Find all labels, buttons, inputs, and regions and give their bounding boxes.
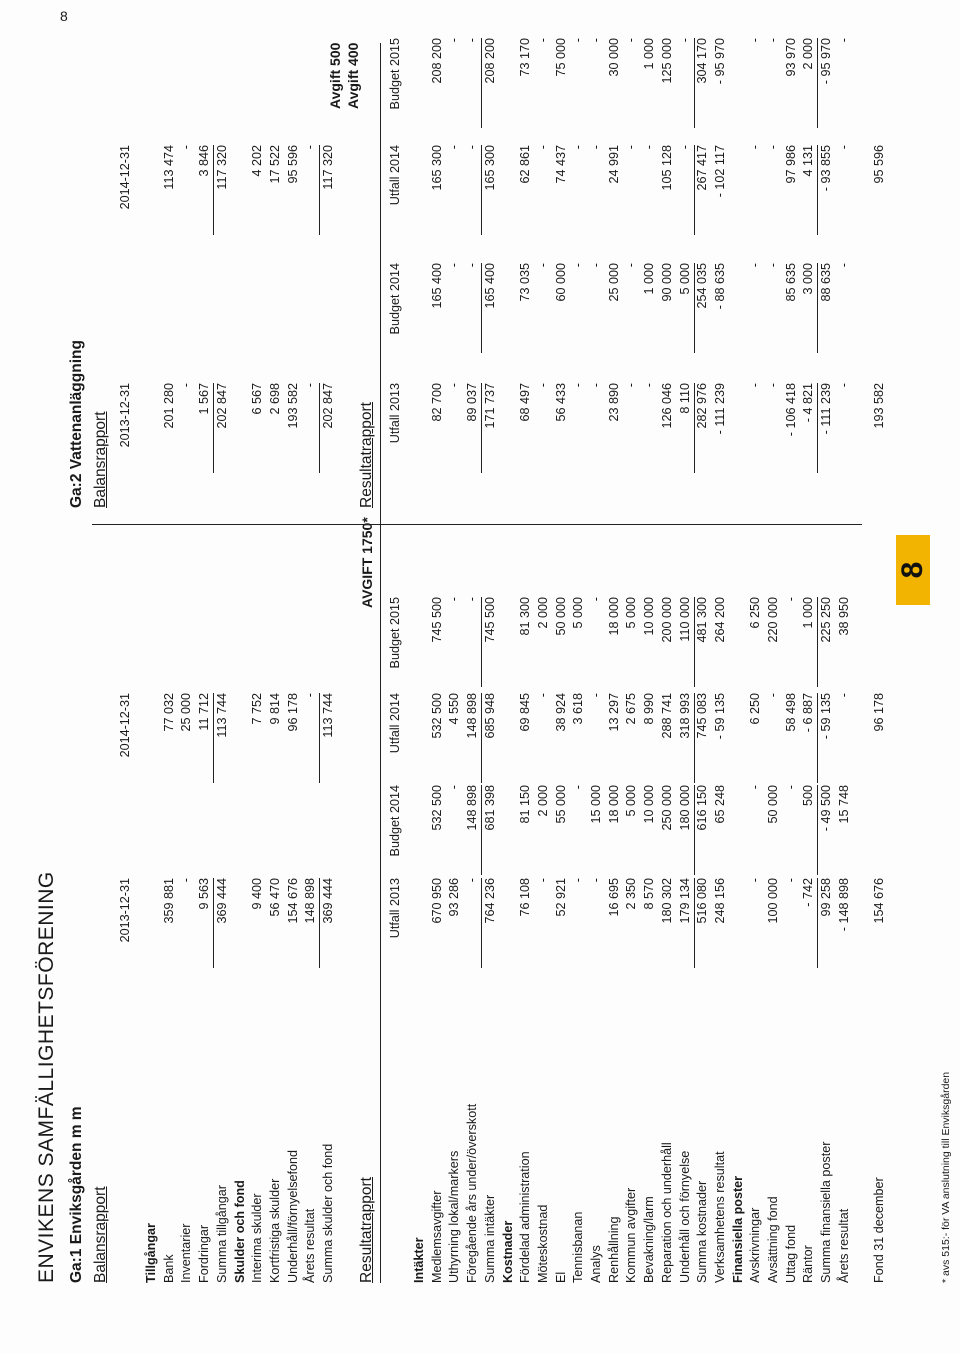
right-fee-a: Avgift 500	[327, 42, 343, 109]
table-cell: 180 302	[659, 878, 674, 924]
table-cell: 180 000	[676, 785, 695, 875]
table-cell: 18 000	[606, 785, 621, 824]
table-cell: -	[589, 693, 603, 698]
column-header: Budget 2015	[388, 38, 402, 110]
table-cell: -	[624, 145, 639, 150]
table-cell: -	[571, 785, 586, 790]
table-cell: 4 131	[799, 145, 818, 235]
table-cell: 179 134	[676, 878, 695, 968]
table-cell: -	[836, 693, 851, 698]
table-cell: 288 741	[659, 693, 674, 739]
column-header: Budget 2015	[388, 597, 402, 669]
row-label: Fordringar	[197, 1224, 212, 1283]
section-label: Tillgångar	[144, 1223, 158, 1283]
table-cell: 50 000	[553, 597, 568, 636]
table-cell: 481 300	[695, 597, 710, 643]
table-cell: -	[624, 383, 639, 388]
table-cell: -	[571, 38, 586, 43]
row-label: Bank	[161, 1254, 176, 1283]
table-cell: 2 000	[799, 38, 818, 128]
table-cell: 126 046	[659, 383, 674, 429]
table-cell: -	[447, 145, 462, 150]
table-cell: 8 570	[642, 878, 657, 910]
table-cell: 17 522	[267, 145, 282, 184]
row-label: Renhållning	[606, 1216, 621, 1283]
table-cell: 4 550	[447, 693, 462, 725]
table-cell: -	[179, 383, 194, 388]
table-cell: 74 437	[553, 145, 568, 184]
table-cell: 117 320	[214, 145, 229, 190]
table-cell: 15 000	[589, 785, 603, 824]
table-cell: 105 128	[659, 145, 674, 191]
right-result-heading: Resultatrapport	[358, 402, 375, 508]
table-cell: -	[447, 785, 462, 790]
table-cell: -	[447, 597, 462, 602]
table-cell: - 148 898	[836, 878, 851, 932]
table-cell: -	[766, 38, 780, 43]
right-balance-heading: Balansrapport	[92, 411, 109, 508]
table-cell: -	[571, 145, 586, 150]
table-cell: 62 861	[518, 145, 533, 184]
table-cell: - 4 821	[799, 383, 818, 473]
table-cell: 764 236	[482, 878, 497, 924]
table-cell: 58 498	[783, 693, 798, 732]
table-cell: -	[836, 38, 851, 43]
table-cell: -	[571, 878, 586, 883]
table-cell: 13 297	[606, 693, 621, 732]
table-cell: 250 000	[659, 785, 674, 831]
column-header: 2013-12-31	[118, 383, 132, 448]
table-cell: 267 417	[695, 145, 710, 191]
page-badge: 8	[896, 535, 930, 605]
table-cell: 516 080	[695, 878, 710, 924]
right-fee-b: Avgift 400	[345, 42, 361, 109]
table-cell: 23 890	[606, 383, 621, 422]
table-cell: 8 110	[676, 383, 695, 473]
page-number: 8	[60, 8, 68, 24]
table-cell: 2 000	[535, 597, 550, 629]
table-cell: -	[642, 383, 657, 388]
table-cell: -	[463, 38, 482, 128]
table-cell: 113 744	[321, 693, 335, 738]
table-cell: 1 000	[642, 38, 657, 70]
row-label: Avsättning fond	[766, 1196, 780, 1283]
left-result-heading: Resultatrapport	[358, 1177, 375, 1283]
row-label: Summa tillgångar	[214, 1185, 229, 1283]
table-cell: 220 000	[766, 597, 780, 643]
table-cell: -	[463, 145, 482, 235]
table-cell: - 95 970	[712, 38, 727, 85]
section-label: Intäkter	[412, 1237, 426, 1283]
table-cell: 56 470	[267, 878, 282, 917]
table-cell: - 93 855	[819, 145, 834, 192]
table-cell: -	[766, 145, 780, 150]
row-label: Reparation och underhåll	[659, 1142, 674, 1283]
table-cell: -	[447, 263, 462, 268]
table-cell: 81 300	[518, 597, 533, 636]
column-header: Utfall 2014	[388, 145, 402, 206]
table-cell: -	[624, 263, 639, 268]
table-cell: 165 400	[429, 263, 444, 309]
table-cell: -	[589, 263, 603, 268]
table-cell: 73 170	[518, 38, 533, 77]
table-cell: 113 474	[161, 145, 176, 190]
table-cell: -	[748, 785, 763, 790]
table-cell: - 106 418	[783, 383, 798, 437]
row-label: Räntor	[801, 1245, 816, 1283]
table-cell: 10 000	[642, 597, 657, 636]
table-cell: 2 000	[535, 785, 550, 817]
table-cell: -	[535, 145, 550, 150]
row-label: Kortfristiga skulder	[267, 1178, 282, 1283]
right-subtitle: Ga:2 Vattenanläggning	[68, 340, 85, 508]
table-cell: 60 000	[553, 263, 568, 302]
row-label: Verksamhetens resultat	[712, 1151, 727, 1283]
row-label: Föregående års under/överskott	[465, 1103, 480, 1283]
table-cell: -	[676, 145, 695, 235]
table-cell: 113 744	[214, 693, 229, 738]
table-cell: 318 993	[676, 693, 695, 783]
table-cell: 193 582	[872, 383, 887, 429]
left-subtitle: Ga:1 Enviksgården m m	[68, 1106, 85, 1283]
table-cell: 5 000	[676, 263, 695, 353]
column-header: Utfall 2013	[388, 878, 402, 939]
table-cell: 7 752	[250, 693, 265, 725]
table-cell: -	[463, 597, 482, 687]
table-cell: -	[589, 145, 603, 150]
column-header: 2014-12-31	[118, 693, 132, 758]
table-cell: 1 567	[195, 383, 214, 473]
section-label: Skulder och fond	[232, 1180, 247, 1283]
table-cell: 148 898	[301, 878, 320, 968]
table-cell: 148 898	[463, 693, 482, 783]
table-cell: 6 250	[748, 597, 763, 629]
table-cell: 96 178	[285, 693, 300, 732]
table-cell: 6 250	[748, 693, 763, 725]
row-label: Avskrivningar	[748, 1207, 763, 1283]
table-cell: -	[783, 785, 798, 790]
table-cell: -	[589, 878, 603, 883]
table-cell: 100 000	[766, 878, 780, 924]
table-cell: -	[642, 145, 657, 150]
table-cell: 670 950	[429, 878, 444, 924]
table-cell: -	[535, 383, 550, 388]
column-header: Utfall 2014	[388, 693, 402, 754]
row-label: Medlemsavgifter	[429, 1190, 444, 1283]
table-cell: -	[179, 878, 194, 883]
table-cell: - 742	[799, 878, 818, 968]
table-cell: -	[748, 145, 763, 150]
table-cell: 95 596	[285, 145, 300, 184]
table-cell: 96 178	[872, 693, 887, 732]
table-cell: 208 200	[429, 38, 444, 84]
table-cell: 1 000	[799, 597, 818, 687]
table-cell: -	[766, 263, 780, 268]
table-cell: 38 924	[553, 693, 568, 732]
column-header: 2013-12-31	[118, 878, 132, 943]
table-cell: 154 676	[872, 878, 887, 924]
table-cell: 9 400	[250, 878, 265, 910]
table-cell: 11 712	[195, 693, 214, 783]
table-cell: -	[836, 383, 851, 388]
left-fee-label: AVGIFT 1750*	[359, 517, 375, 608]
table-cell: 264 200	[712, 597, 727, 643]
row-label: Summa finansiella poster	[819, 1141, 834, 1283]
table-cell: -	[836, 263, 851, 268]
table-cell: -	[571, 383, 586, 388]
row-label: El	[553, 1271, 568, 1283]
table-cell: 532 500	[429, 785, 444, 831]
report-title: ENVIKENS SAMFÄLLIGHETSFÖRENING	[35, 871, 58, 1283]
table-cell: -	[766, 693, 780, 698]
row-label: Uthyrning lokal/markers	[447, 1150, 462, 1283]
table-cell: 9 563	[195, 878, 214, 968]
table-cell: -	[783, 878, 798, 883]
table-cell: 5 000	[624, 785, 639, 817]
table-cell: 117 320	[321, 145, 335, 190]
table-cell: -	[571, 263, 586, 268]
table-cell: 4 202	[250, 145, 265, 177]
row-label: Inventarier	[179, 1223, 194, 1283]
table-cell: 25 000	[606, 263, 621, 302]
table-cell: -	[748, 878, 763, 883]
table-cell: -	[535, 38, 550, 43]
row-label: Interima skulder	[250, 1193, 265, 1283]
table-cell: -	[535, 263, 550, 268]
table-cell: - 88 635	[712, 263, 727, 310]
table-cell: 82 700	[429, 383, 444, 422]
table-cell: 685 948	[482, 693, 497, 739]
table-cell: -	[748, 263, 763, 268]
table-cell: 304 170	[695, 38, 710, 84]
table-cell: 5 000	[571, 597, 586, 629]
table-cell: 52 921	[553, 878, 568, 917]
column-header: 2014-12-31	[118, 145, 132, 210]
table-cell: 3 000	[799, 263, 818, 353]
table-cell: 165 300	[482, 145, 497, 191]
table-cell: - 95 970	[819, 38, 834, 85]
table-cell: - 59 135	[712, 693, 727, 740]
table-cell: 3 618	[571, 693, 586, 725]
table-cell: 38 950	[836, 597, 851, 636]
table-cell: 110 000	[676, 597, 695, 687]
row-label: Kommun avgifter	[624, 1187, 639, 1283]
table-cell: 30 000	[606, 38, 621, 77]
table-cell: 745 083	[695, 693, 710, 739]
table-cell: -	[589, 383, 603, 388]
table-cell: -	[301, 383, 320, 473]
table-cell: 200 000	[659, 597, 674, 643]
row-label: Uttag fond	[783, 1224, 798, 1283]
table-cell: 8 990	[642, 693, 657, 725]
table-cell: 208 200	[482, 38, 497, 84]
table-cell: -	[748, 383, 763, 388]
table-cell: - 6 887	[799, 693, 818, 783]
table-cell: 18 000	[606, 597, 621, 636]
table-cell: 93 286	[447, 878, 462, 917]
table-cell: 9 814	[267, 693, 282, 725]
result-top-rule	[380, 43, 381, 1283]
table-cell: 248 156	[712, 878, 727, 924]
row-label: Underhåll och förnyelse	[677, 1150, 692, 1283]
row-label: Fördelad administration	[518, 1151, 533, 1283]
table-cell: 95 596	[872, 145, 887, 184]
row-label: Summa intäkter	[482, 1194, 497, 1283]
table-cell: 532 500	[429, 693, 444, 739]
section-divider	[92, 524, 862, 525]
table-cell: 24 991	[606, 145, 621, 184]
table-cell: 99 258	[819, 878, 834, 917]
table-cell: 282 976	[695, 383, 710, 429]
table-cell: 2 675	[624, 693, 639, 725]
table-cell: 1 000	[642, 263, 657, 295]
row-label: Tennisbanan	[571, 1211, 586, 1283]
table-cell: 616 150	[695, 785, 710, 831]
table-cell: -	[783, 597, 798, 602]
table-cell: 6 567	[250, 383, 265, 415]
table-cell: 77 032	[161, 693, 176, 732]
row-label: Fond 31 december	[872, 1177, 887, 1283]
table-cell: 65 248	[712, 785, 727, 824]
table-cell: - 49 500	[819, 785, 834, 832]
table-cell: 193 582	[285, 383, 300, 429]
table-cell: 90 000	[659, 263, 674, 302]
table-cell: -	[836, 145, 851, 150]
section-label: Finansiella poster	[730, 1175, 745, 1283]
table-cell: - 111 239	[819, 383, 834, 435]
section-label: Kostnader	[500, 1220, 515, 1283]
table-cell: -	[535, 878, 550, 883]
table-cell: 3 846	[195, 145, 214, 235]
table-cell: -	[766, 383, 780, 388]
table-cell: -	[447, 383, 462, 388]
table-cell: 69 845	[518, 693, 533, 732]
column-header: Budget 2014	[388, 785, 402, 857]
table-cell: 125 000	[659, 38, 674, 84]
table-cell: -	[676, 38, 695, 128]
table-cell: 681 398	[482, 785, 497, 831]
table-cell: 15 748	[836, 785, 851, 824]
row-label: Årets resultat	[836, 1208, 851, 1283]
table-cell: - 102 117	[712, 145, 727, 198]
left-balance-heading: Balansrapport	[92, 1186, 109, 1283]
row-label: Underhåll/förnyelsefond	[285, 1149, 300, 1283]
table-cell: 148 898	[463, 785, 482, 875]
table-cell: 154 676	[285, 878, 300, 924]
table-cell: 5 000	[624, 597, 639, 629]
table-cell: 68 497	[518, 383, 533, 422]
row-label: Summa skulder och fond	[321, 1143, 335, 1283]
table-cell: 225 250	[819, 597, 834, 643]
table-cell: -	[463, 878, 482, 968]
table-cell: 359 881	[161, 878, 176, 924]
table-cell: - 111 239	[712, 383, 727, 435]
table-cell: 254 035	[695, 263, 710, 309]
row-label: Analys	[589, 1245, 603, 1283]
row-label: Årets resultat	[303, 1208, 318, 1283]
table-cell: 88 635	[819, 263, 834, 302]
table-cell: -	[463, 263, 482, 353]
row-label: Summa kostnader	[695, 1180, 710, 1283]
table-cell: 81 150	[518, 785, 533, 824]
table-cell: 75 000	[553, 38, 568, 77]
table-cell: 2 350	[624, 878, 639, 910]
table-cell: -	[301, 693, 320, 783]
table-cell: 10 000	[642, 785, 657, 824]
table-cell: 25 000	[179, 693, 194, 732]
table-cell: 171 737	[482, 383, 497, 429]
table-cell: 73 035	[518, 263, 533, 302]
table-cell: 2 698	[267, 383, 282, 415]
table-cell: 202 847	[321, 383, 335, 429]
table-cell: 165 400	[482, 263, 497, 309]
footnote: * avs 515:- för VA anslutning till Enviksgården	[940, 1071, 952, 1283]
table-cell: -	[589, 38, 603, 43]
row-label: Bevakning/larm	[642, 1196, 657, 1283]
table-cell: 97 986	[783, 145, 798, 184]
table-cell: 55 000	[553, 785, 568, 824]
table-cell: -	[301, 145, 320, 235]
table-cell: 500	[799, 785, 818, 875]
table-cell: 16 695	[606, 878, 621, 917]
row-label: Möteskostnad	[535, 1204, 550, 1283]
table-cell: -	[624, 38, 639, 43]
table-cell: 369 444	[321, 878, 335, 924]
table-cell: 50 000	[766, 785, 780, 824]
table-cell: 165 300	[429, 145, 444, 191]
table-cell: 745 500	[429, 597, 444, 643]
table-cell: -	[179, 145, 194, 150]
table-cell: -	[447, 38, 462, 43]
column-header: Utfall 2013	[388, 383, 402, 444]
table-cell: 56 433	[553, 383, 568, 422]
table-cell: 85 635	[783, 263, 798, 302]
table-cell: -	[589, 597, 603, 602]
table-cell: -	[535, 693, 550, 698]
table-cell: 369 444	[214, 878, 229, 924]
table-cell: - 59 135	[819, 693, 834, 740]
table-cell: 201 280	[161, 383, 176, 429]
table-cell: 202 847	[214, 383, 229, 429]
column-header: Budget 2014	[388, 263, 402, 335]
table-cell: 89 037	[463, 383, 482, 473]
table-cell: 745 500	[482, 597, 497, 643]
table-cell: -	[748, 38, 763, 43]
table-cell: 93 970	[783, 38, 798, 77]
table-cell: 76 108	[518, 878, 533, 917]
